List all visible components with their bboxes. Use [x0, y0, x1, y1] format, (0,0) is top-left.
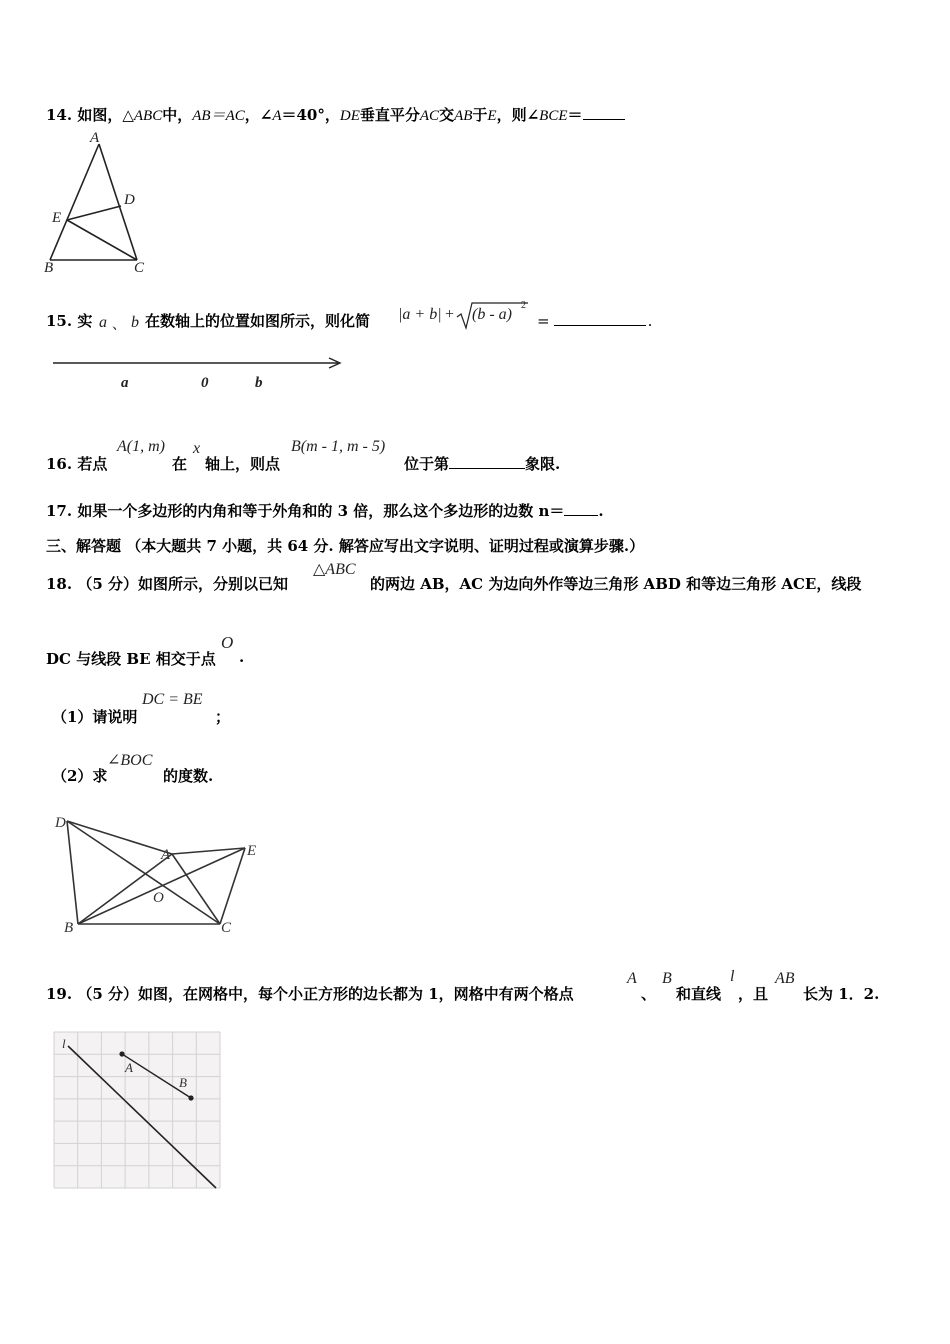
q14-text: 14. 如图，△ABC中，AB＝AC，∠A＝40°，DE垂直平分AC交AB于E，则∠BCE＝ [46, 104, 625, 125]
label-A: A [161, 847, 171, 863]
point-A: A [627, 970, 637, 987]
q18-figure [50, 810, 270, 938]
label-A: A [125, 1060, 133, 1075]
label-D: D [124, 192, 135, 208]
q14-triangle-figure [40, 128, 160, 278]
q18-part1: （1）请说明 [52, 708, 138, 726]
label-D: D [55, 815, 66, 831]
label-a: a [121, 375, 129, 391]
answer-blank[interactable] [554, 311, 646, 326]
label-A: A [90, 130, 100, 146]
q17-text: 17. 如果一个多边形的内角和等于外角和的 3 倍，那么这个多边形的边数 n＝ . [46, 502, 604, 520]
var-b: b [131, 314, 139, 331]
label-C: C [134, 260, 145, 276]
label-B: B [64, 920, 74, 936]
abs-expression: |a + b| [398, 306, 442, 323]
point-O: O [221, 633, 234, 652]
answer-blank[interactable] [583, 105, 625, 120]
number-line [50, 354, 350, 394]
q16-text: 16. 若点 [46, 455, 108, 473]
triangle-ABC: △ABC [313, 561, 356, 578]
grid-figure [54, 1032, 222, 1192]
q18-part2: （2）求 [52, 767, 108, 785]
line-l: l [730, 968, 735, 985]
answer-blank[interactable] [449, 454, 525, 469]
label-B: B [44, 260, 54, 276]
sqrt-expression: (b - a) [472, 306, 512, 323]
segment-AB: AB [775, 970, 795, 987]
label-O: O [153, 890, 164, 906]
eq-DC-BE: DC = BE [142, 691, 203, 708]
point-B: B(m - 1, m - 5) [291, 438, 386, 455]
label-E: E [52, 210, 62, 226]
var-a: a [99, 314, 107, 331]
q19-text: 19. （5 分）如图，在网格中，每个小正方形的边长都为 1，网格中有两个格点 [46, 985, 574, 1003]
angle-BOC: ∠BOC [107, 752, 153, 769]
label-C: C [221, 920, 232, 936]
section-heading: 三、解答题 （本大题共 7 小题，共 64 分. 解答应写出文字说明、证明过程或演算步骤.） [46, 537, 645, 555]
answer-blank[interactable] [564, 501, 598, 516]
label-l: l [62, 1036, 66, 1051]
label-b: b [255, 375, 263, 391]
label-E: E [247, 843, 257, 859]
q15-text: 15. 实 [46, 312, 93, 330]
point-B: B [662, 970, 672, 987]
q18-text: 18. （5 分）如图所示，分别以已知 [46, 575, 289, 593]
label-B: B [179, 1075, 187, 1090]
label-0: 0 [201, 375, 209, 391]
var-x: x [193, 440, 201, 457]
point-A: A(1, m) [117, 438, 165, 455]
